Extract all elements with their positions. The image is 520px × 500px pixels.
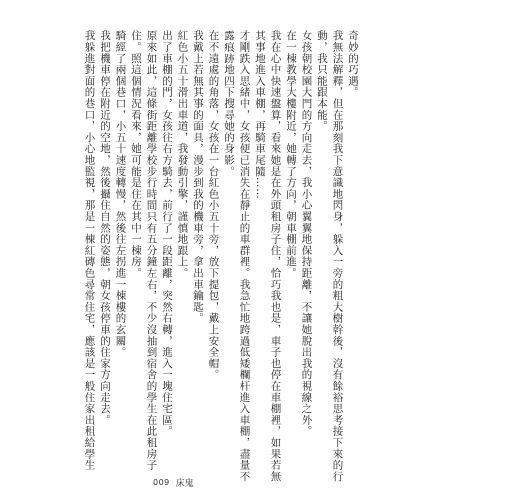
text-line-9: 露痕跡地四下搜尋她的身影。 (223, 30, 235, 177)
text-line-1: 奇妙的巧遇。 (347, 30, 359, 98)
text-line-13: 出了車棚的門，女孩往右方騎去，前行了一段距離，突然右轉，進入一塊住宅區。 (161, 30, 173, 437)
text-line-4: 女孩朝校園大門的方向走去，我小心翼翼地保持距離，不讓她脫出我的視線之外。 (300, 30, 313, 437)
text-line-17: 我把機車停在附近的空地，然後攝住自然的姿態，朝女孩停車的住家方向走去。 (99, 30, 111, 426)
text-line-5: 在一棟教學大樓附近，她轉了方向，朝車棚前進。 (285, 30, 297, 279)
page-number: 009 (153, 477, 170, 487)
running-title: 床鬼 (175, 478, 194, 489)
text-line-16: 騎經了兩個巷口，小五十速度轉慢，然後往左拐進一棟樓的玄關。 (114, 30, 127, 358)
text-line-12: 紅色小五十滑出車道，我發動引擎，謹慎地跟上。 (176, 30, 189, 279)
text-line-14: 原來如此，這條街距離學校步行時間只有五分鐘左右，不少沒抽到宿舍的學生在此租房子 (145, 30, 158, 471)
text-line-18: 我躲進對面的巷口，小心地監視，那是一棟紅磚色尋常住宅，應該是一般住家出租給學生 (83, 30, 96, 471)
text-line-8: 才剛跌入思緒中，女孩便已消失在靜止的車群裡。我急忙地跨過低矮欄杆進入車棚，盡量不 (238, 30, 251, 482)
text-line-15: 住。照這個情況看來，她可能是住在其中一棟房。 (130, 30, 142, 279)
text-line-6: 我在心中快速盤算，看來她是在外頭租房子住，恰巧我也是，車子也停在車棚裡，如果若無 (269, 30, 282, 482)
text-line-3: 動，我只能跟本能。 (316, 30, 328, 132)
page-footer (153, 475, 194, 489)
text-line-11: 我戴上若無其事的面具，漫步到我的機車旁，拿出車鑰匙。 (192, 30, 204, 324)
text-line-10: 在不遠處的角落，女孩在一台紅色小五十旁，放下提包，戴上安全帽。 (207, 30, 220, 381)
text-line-7: 其事地進入車棚，再騎車尾隨…… (254, 30, 266, 200)
text-line-2: 我無法解釋，但在那刻我下意識地閃身，躲入一旁的粗大樹幹後，沒有餘裕思考接下來的行 (331, 30, 344, 482)
